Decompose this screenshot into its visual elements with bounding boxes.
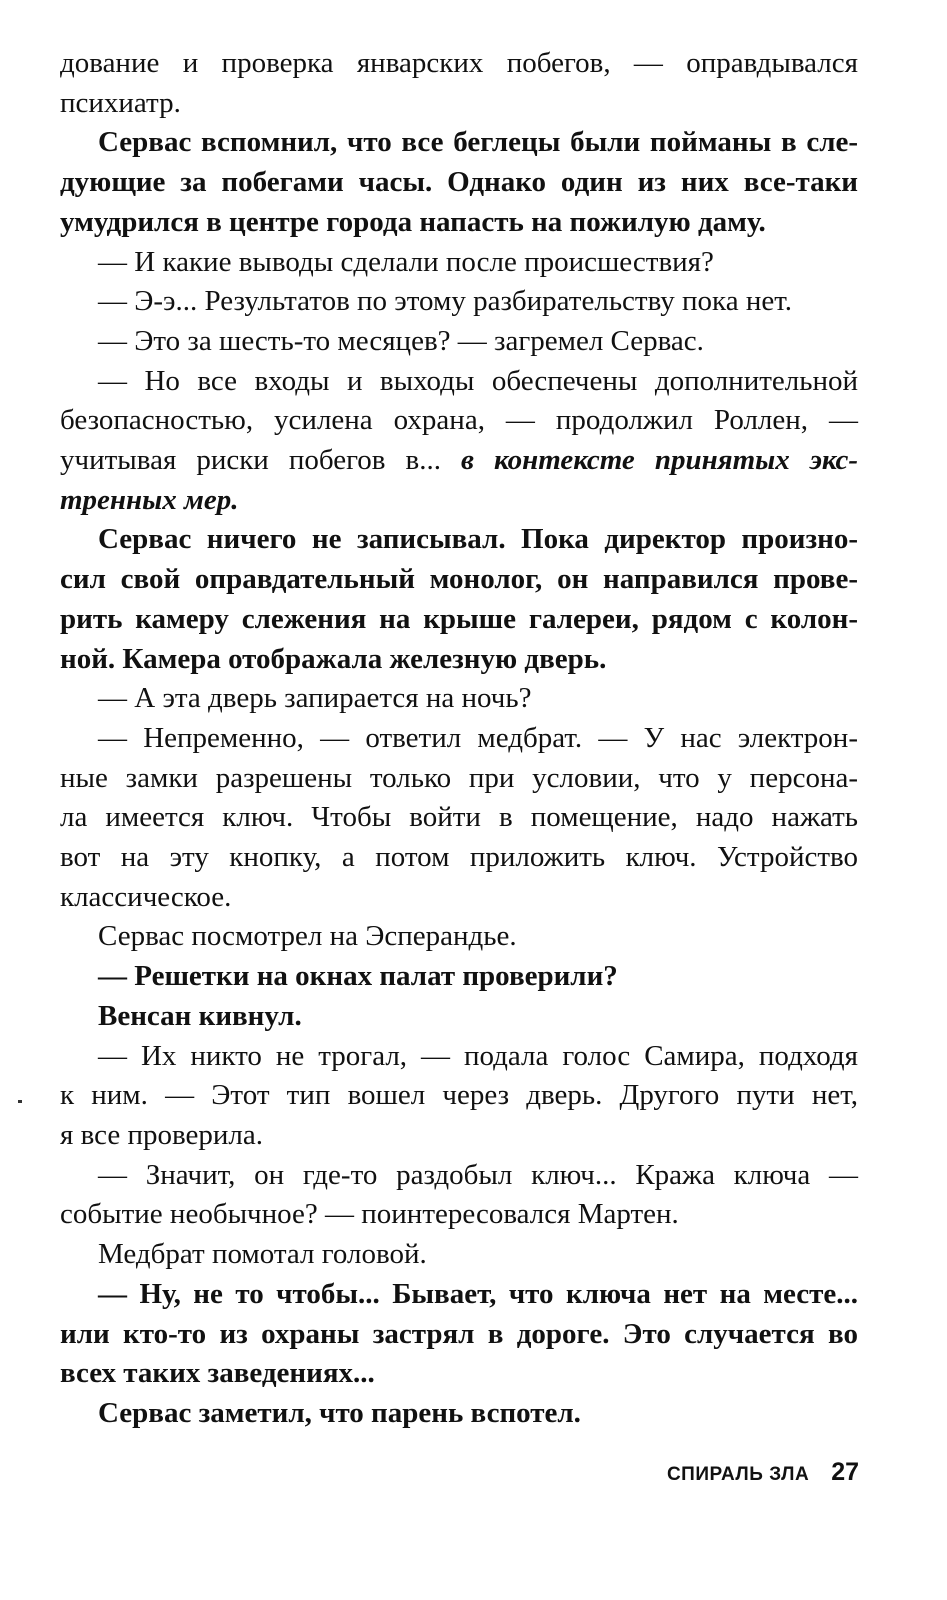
text-line: ные замки разрешены только при условии, что у персона- [60,761,858,794]
text-line: Сервас заметил, что парень вспотел. [98,1396,581,1429]
text-line: Сервас посмотрел на Эсперандье. [98,920,517,953]
text-line: классическое. [60,880,232,913]
page-footer [667,1458,859,1487]
text-line: дование и проверка январских побегов, — оправдывался [60,47,858,79]
text-line: Венсан кивнул. [98,999,302,1032]
text-line: или кто-то из охраны застрял в дороге. Это случается во [60,1317,858,1350]
text-line: — Э-э... Результатов по этому разбирательству пока нет. [98,285,792,318]
text-line: Сервас вспомнил, что все беглецы были пойманы в сле- [98,126,858,159]
text-line: дующие за побегами часы. Однако один из них все-таки [60,166,858,199]
text-line: всех таких заведениях... [60,1357,375,1390]
text-line: — Непременно, — ответил медбрат. — У нас электрон- [98,721,858,754]
scan-speck [18,1100,22,1103]
text-line: рить камеру слежения на крыше галереи, рядом с колон- [60,602,858,635]
book-page-text [60,44,858,1434]
text-line: событие необычное? — поинтересовался Мартен. [60,1198,679,1231]
text-line: — И какие выводы сделали после происшествия? [98,245,714,278]
text-line: ной. Камера отображала железную дверь. [60,642,607,675]
text-line: — Их никто не трогал, — подала голос Самира, подходя [98,1039,858,1072]
text-line: — А эта дверь запирается на ночь? [98,682,532,715]
text-line: ла имеется ключ. Чтобы войти в помещение, надо нажать [60,801,858,834]
text-line: сил свой оправдательный монолог, он направился прове- [60,563,858,596]
page-number: 27 [831,1458,859,1486]
text-line: к ним. — Этот тип вошел через дверь. Другого пути нет, [60,1079,858,1112]
text-line [60,441,858,481]
text-line: умудрился в центре города напасть на пожилую даму. [60,205,766,238]
text-line: Медбрат помотал головой. [98,1238,427,1271]
text-line: — Но все входы и выходы обеспечены дополнительной [98,364,858,397]
italic-segment: в контексте принятых экс- [461,444,859,477]
text-line: — Это за шесть-то месяцев? — загремел Сервас. [98,324,704,357]
text-line: я все проверила. [60,1118,263,1151]
text-line: — Решетки на окнах палат проверили? [98,960,618,993]
text-line: Сервас ничего не записывал. Пока директор произно- [98,523,858,556]
running-title: СПИРАЛЬ ЗЛА [666,1464,810,1485]
text-line: — Значит, он где-то раздобыл ключ... Кража ключа — [98,1158,858,1191]
text-line: вот на эту кнопку, а потом приложить ключ. Устройство [60,841,858,874]
text-line: безопасностью, усилена охрана, — продолжил Роллен, — [60,404,858,437]
text-line: психиатр. [60,86,181,119]
text-line: тренных мер. [60,483,239,516]
text-segment: учитывая риски побегов в... [60,444,441,477]
text-line: — Ну, не то чтобы... Бывает, что ключа нет на месте... [98,1277,858,1310]
